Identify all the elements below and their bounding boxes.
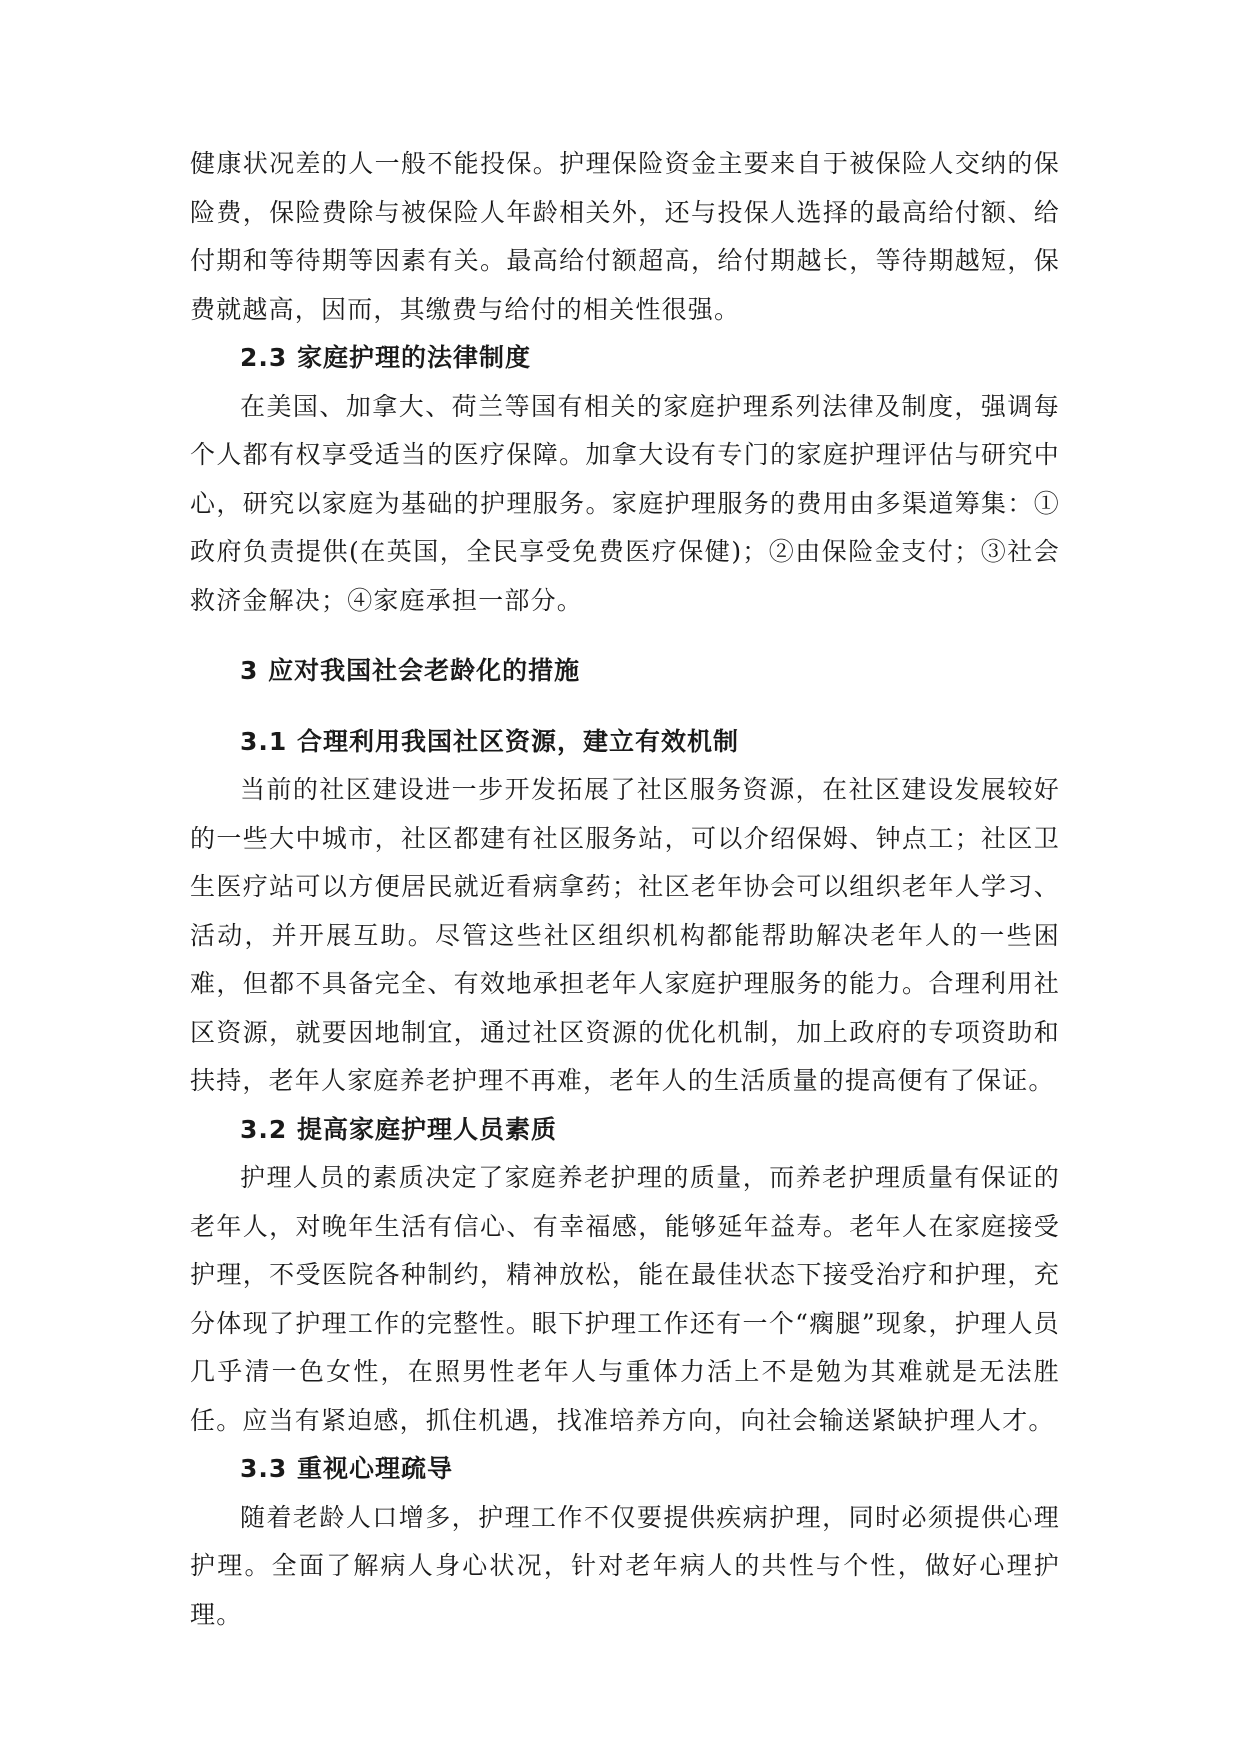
page-content bbox=[190, 140, 1060, 1639]
paragraph-3-1: 当前的社区建设进一步开发拓展了社区服务资源，在社区建设发展较好的一些大中城市，社区都建有社区服务站，可以介绍保姆、钟点工；社区卫生医疗站可以方便居民就近看病拿药；社区老年协会可以组织老年人学习、活动，并开展互助。尽管这些社区组织机构都能帮助解决老年人的一些困难，但都不具备完全、有效地承担老年人家庭护理服务的能力。合理利用社区资源，就要因地制宜，通过社区资源的优化机制，加上政府的专项资助和扶持，老年人家庭养老护理不再难，老年人的生活质量的提高便有了保证。 bbox=[190, 775, 1060, 1095]
paragraph-3-2: 护理人员的素质决定了家庭养老护理的质量，而养老护理质量有保证的老年人，对晚年生活有信心、有幸福感，能够延年益寿。老年人在家庭接受护理，不受医院各种制约，精神放松，能在最佳状态下接受治疗和护理，充分体现了护理工作的完整性。眼下护理工作还有一个“瘸腿”现象，护理人员几乎清一色女性，在照男性老年人与重体力活上不是勉为其难就是无法胜任。应当有紧迫感，抓住机遇，找准培养方向，向社会输送紧缺护理人才。 bbox=[190, 1163, 1060, 1435]
heading-3-2: 3.2 提高家庭护理人员素质 bbox=[240, 1114, 557, 1144]
paragraph-3-3: 随着老龄人口增多，护理工作不仅要提供疾病护理，同时必须提供心理护理。全面了解病人身心状况，针对老年病人的共性与个性，做好心理护理。 bbox=[190, 1502, 1060, 1629]
paragraph-2-3: 在美国、加拿大、荷兰等国有相关的家庭护理系列法律及制度，强调每个人都有权享受适当的医疗保障。加拿大设有专门的家庭护理评估与研究中心，研究以家庭为基础的护理服务。家庭护理服务的费用由多渠道筹集：①政府负责提供(在英国，全民享受免费医疗保健)；②由保险金支付；③社会救济金解决；④家庭承担一部分。 bbox=[190, 391, 1060, 615]
heading-2-3: 2.3 家庭护理的法律制度 bbox=[240, 343, 531, 372]
paragraph-insurance-continued: 健康状况差的人一般不能投保。护理保险资金主要来自于被保险人交纳的保险费，保险费除与被保险人年龄相关外，还与投保人选择的最高给付额、给付期和等待期等因素有关。最高给付额超高，给付期越长，等待期越短，保费就越高，因而，其缴费与给付的相关性很强。 bbox=[190, 149, 1060, 324]
heading-3-3: 3.3 重视心理疏导 bbox=[240, 1454, 453, 1483]
heading-3: 3 应对我国社会老龄化的措施 bbox=[240, 656, 581, 685]
heading-3-1: 3.1 合理利用我国社区资源，建立有效机制 bbox=[240, 726, 739, 756]
